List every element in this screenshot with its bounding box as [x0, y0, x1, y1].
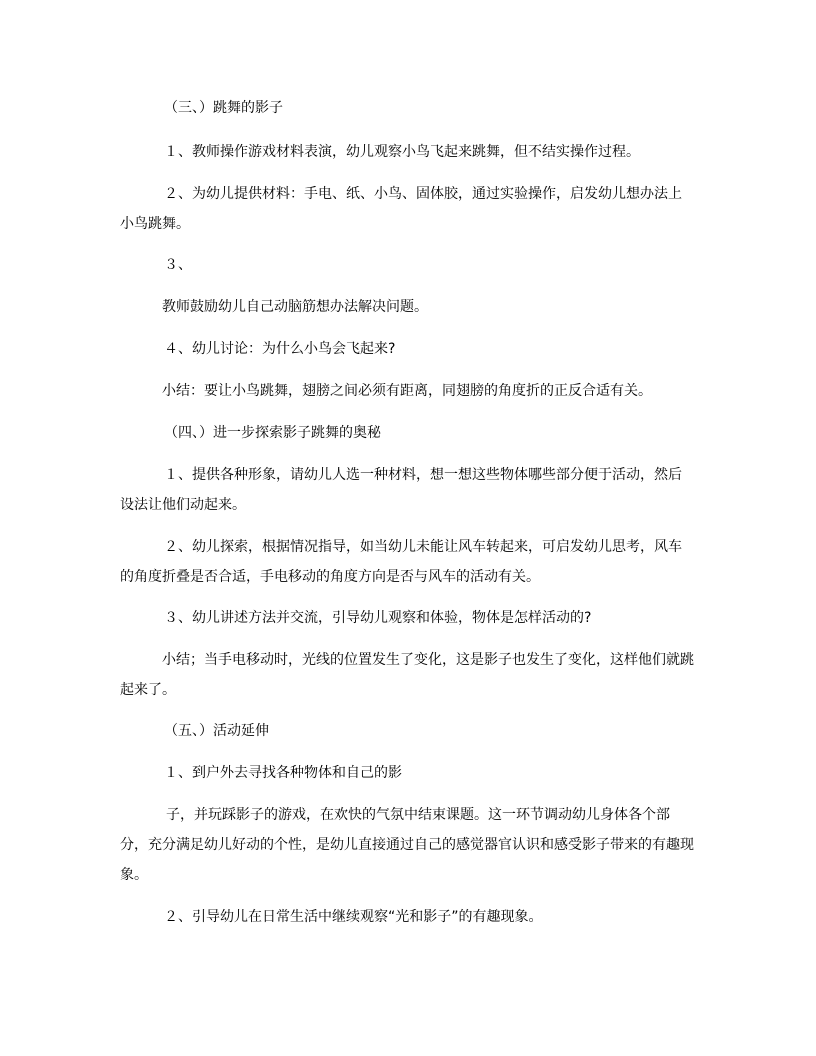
paragraph-3-1: １、教师操作游戏材料表演，幼儿观察小鸟飞起来跳舞，但不结实操作过程。 — [164, 144, 640, 160]
paragraph-4-2: ２、幼儿探索，根据情况指导，如当幼儿未能让风车转起来，可启发幼儿思考，风车的角度折叠是否合适，手电移动的角度方向是否与风车的活动有关。 — [120, 539, 682, 585]
section-heading-3: （三、）跳舞的影子 — [164, 100, 283, 116]
section-heading-5: （五、）活动延伸 — [164, 723, 269, 739]
paragraph-4-1: １、提供各种形象，请幼儿人选一种材料，想一想这些物体哪些部分便于活动，然后设法让他们动起来。 — [120, 467, 682, 513]
section-heading-4: （四、）进一步探索影子跳舞的奥秘 — [164, 425, 381, 441]
paragraph-3-3-number: ３、 — [164, 257, 192, 273]
paragraph-3-2: ２、为幼儿提供材料：手电、纸、小鸟、固体胶，通过实验操作，启发幼儿想办法上小鸟跳舞。 — [120, 186, 682, 232]
paragraph-5-2: ２、引导幼儿在日常生活中继续观察“光和影子”的有趣现象。 — [164, 909, 543, 925]
paragraph-5-1-continued: 子，并玩踩影子的游戏，在欢快的气氛中结束课题。这一环节调动幼儿身体各个部分，充分满足幼儿好动的个性，是幼儿直接通过自己的感觉器官认识和感受影子带来的有趣现象。 — [120, 807, 694, 883]
paragraph-3-4: ４、幼儿讨论：为什么小鸟会飞起来? — [164, 341, 396, 357]
summary-4: 小结；当手电移动时，光线的位置发生了变化，这是影子也发生了变化，这样他们就跳起来了。 — [120, 652, 694, 698]
paragraph-5-1: １、到户外去寻找各种物体和自己的影 — [164, 765, 402, 781]
summary-3: 小结：要让小鸟跳舞，翅膀之间必须有距离，同翅膀的角度折的正反合适有关。 — [162, 383, 652, 399]
paragraph-4-3: ３、幼儿讲述方法并交流，引导幼儿观察和体验，物体是怎样活动的? — [164, 610, 592, 626]
paragraph-3-3-text: 教师鼓励幼儿自己动脑筋想办法解决问题。 — [162, 299, 428, 315]
